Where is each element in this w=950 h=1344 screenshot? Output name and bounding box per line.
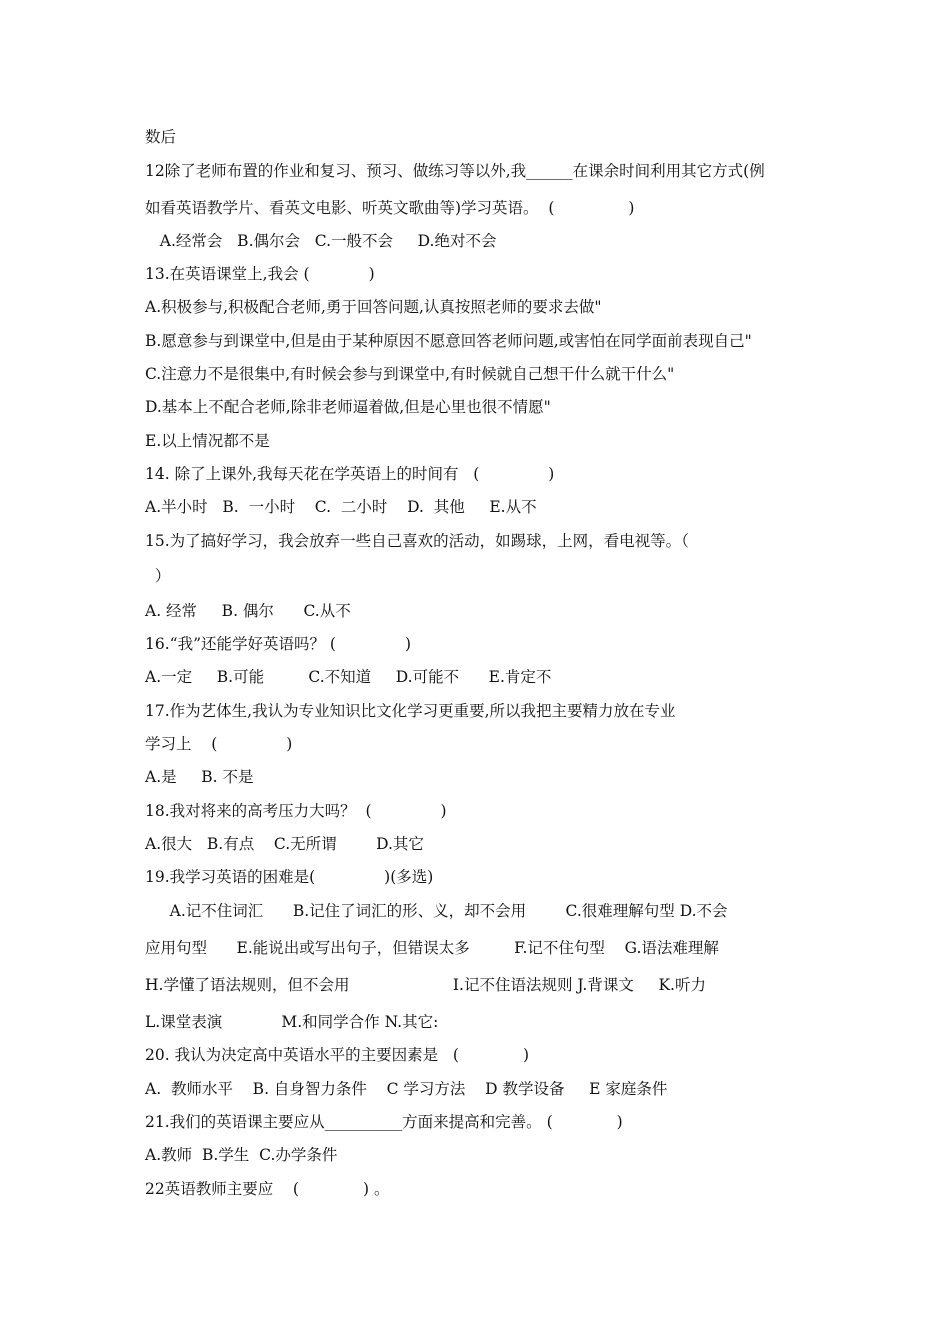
question-12-line-1: 12除了老师布置的作业和复习、预习、做练习等以外,我______在课余时间利用其它方式(例 — [145, 162, 765, 180]
question-13-option-d: D.基本上不配合老师,除非老师逼着做,但是心里也很不情愿" — [145, 398, 551, 416]
question-20: 20. 我认为决定高中英语水平的主要因素是 ( ) — [145, 1046, 530, 1064]
question-13-option-e: E.以上情况都不是 — [145, 432, 270, 450]
question-19-options-line-3: H.学懂了语法规则，但不会用 I.记不住语法规则 J.背课文 K.听力 — [145, 976, 706, 994]
question-12-options: A.经常会 B.偶尔会 C.一般不会 D.绝对不会 — [145, 232, 497, 250]
question-15-line-2: ） — [145, 567, 171, 585]
question-20-options: A. 教师水平 B. 自身智力条件 C 学习方法 D 教学设备 E 家庭条件 — [145, 1080, 668, 1098]
question-19-options-line-4: L.课堂表演 M.和同学合作 N.其它: — [145, 1013, 439, 1031]
question-15-line-1: 15.为了搞好学习，我会放弃一些自己喜欢的活动，如踢球，上网，看电视等。（ — [145, 532, 689, 550]
question-14-options: A.半小时 B. 一小时 C. 二小时 D. 其他 E.从不 — [145, 498, 537, 516]
question-16-options: A.一定 B.可能 C.不知道 D.可能不 E.肯定不 — [145, 668, 552, 686]
question-19-options-line-2: 应用句型 E.能说出或写出句子，但错误太多 F.记不住句型 G.语法难理解 — [145, 939, 719, 957]
question-17-line-2: 学习上 ( ) — [145, 735, 293, 753]
question-22: 22英语教师主要应 ( ) 。 — [145, 1180, 390, 1198]
question-13-option-b: B.愿意参与到课堂中,但是由于某种原因不愿意回答老师问题,或害怕在同学面前表现自己" — [145, 332, 752, 350]
question-13: 13.在英语课堂上,我会 ( ) — [145, 265, 375, 283]
question-13-option-c: C.注意力不是很集中,有时候会参与到课堂中,有时候就自己想干什么就干什么" — [145, 365, 675, 383]
question-15-options: A. 经常 B. 偶尔 C.从不 — [145, 602, 351, 620]
question-21: 21.我们的英语课主要应从__________方面来提高和完善。 ( ) — [145, 1113, 623, 1131]
question-17-line-1: 17.作为艺体生,我认为专业知识比文化学习更重要,所以我把主要精力放在专业 — [145, 702, 676, 720]
question-13-option-a: A.积极参与,积极配合老师,勇于回答问题,认真按照老师的要求去做" — [145, 298, 602, 316]
question-17-options: A.是 B. 不是 — [145, 768, 254, 786]
question-18-options: A.很大 B.有点 C.无所谓 D.其它 — [145, 835, 424, 853]
question-14: 14. 除了上课外,我每天花在学英语上的时间有 ( ) — [145, 465, 555, 483]
question-18: 18.我对将来的高考压力大吗？ ( ) — [145, 802, 447, 820]
question-21-options: A.教师 B.学生 C.办学条件 — [145, 1146, 338, 1164]
question-19-options-line-1: A.记不住词汇 B.记住了词汇的形、义，却不会用 C.很难理解句型 D.不会 — [145, 902, 728, 920]
text-line-continuation: 数后 — [145, 128, 177, 146]
question-19: 19.我学习英语的困难是( )(多选) — [145, 868, 434, 886]
question-12-line-2: 如看英语教学片、看英文电影、听英文歌曲等)学习英语。 ( ) — [145, 199, 635, 217]
question-16: 16.“我”还能学好英语吗？ ( ) — [145, 635, 411, 653]
